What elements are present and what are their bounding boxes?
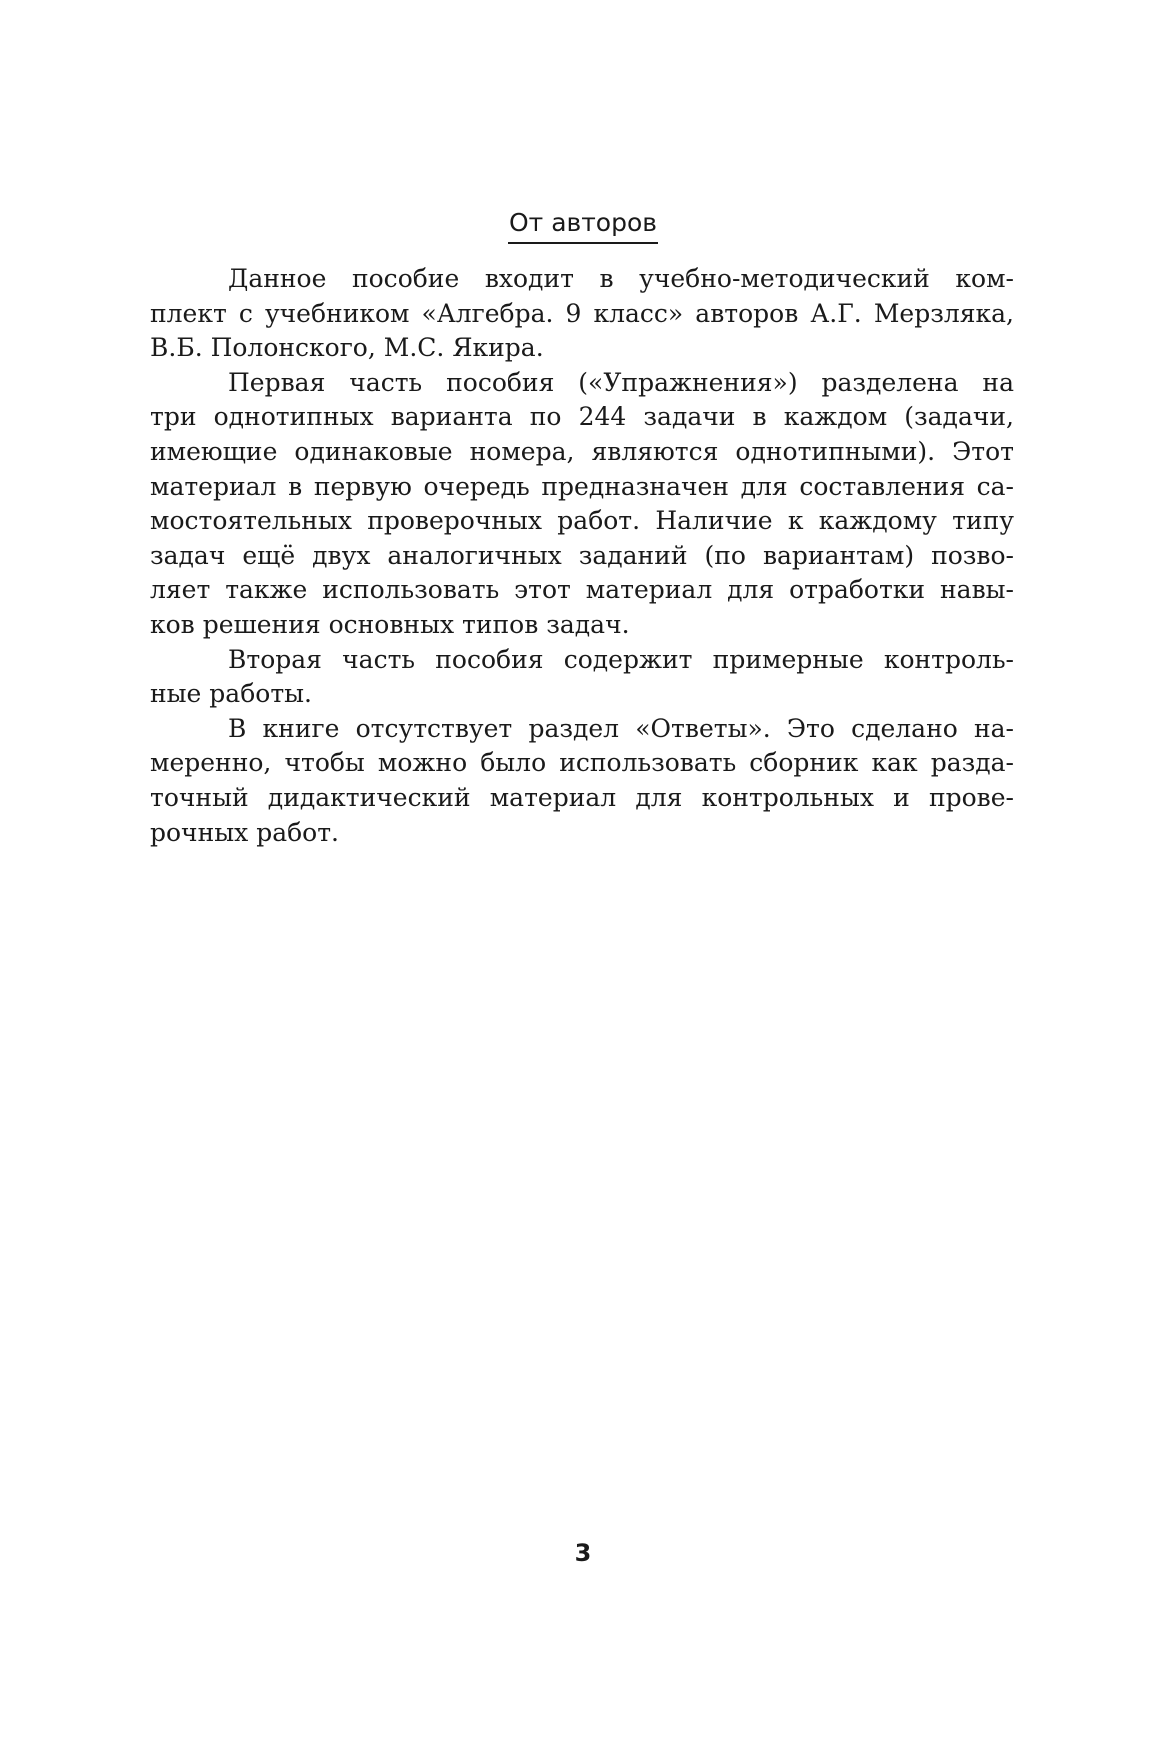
text-line: В книге отсутствует раздел «Ответы». Это сделано на- xyxy=(228,713,1014,743)
text-line: ные работы. xyxy=(150,679,312,709)
page-number: 3 xyxy=(574,1539,592,1567)
text-line: Первая часть пособия («Упражнения») разделена на xyxy=(228,367,1014,397)
paragraph-4 xyxy=(150,712,1014,850)
text-line: рочных работ. xyxy=(150,817,339,847)
text-line: три однотипных варианта по 244 задачи в каждом (задачи, xyxy=(150,402,1014,432)
text-line: ков решения основных типов задач. xyxy=(150,609,630,639)
text-line: Данное пособие входит в учебно-методический ком- xyxy=(228,264,1014,293)
body-text xyxy=(150,262,1014,850)
text-line: материал в первую очередь предназначен для составления са- xyxy=(150,471,1014,501)
text-line: меренно, чтобы можно было использовать сборник как разда- xyxy=(150,748,1014,778)
text-line: Вторая часть пособия содержит примерные контроль- xyxy=(228,644,1014,674)
section-heading-text: От авторов xyxy=(508,206,658,244)
paragraph-3 xyxy=(150,643,1014,712)
text-line: задач ещё двух аналогичных заданий (по вариантам) позво- xyxy=(150,540,1014,570)
paragraph-2 xyxy=(150,366,1014,643)
text-line: точный дидактический материал для контрольных и прове- xyxy=(150,782,1014,812)
text-line: плект с учебником «Алгебра. 9 класс» авторов А.Г. Мерзляка, xyxy=(150,298,1014,328)
paragraph-1 xyxy=(150,262,1014,366)
text-line: имеющие одинаковые номера, являются однотипными). Этот xyxy=(150,436,1014,466)
section-heading xyxy=(0,206,1166,244)
text-line: В.Б. Полонского, М.С. Якира. xyxy=(150,333,544,363)
text-line: ляет также использовать этот материал для отработки навы- xyxy=(150,575,1014,605)
text-line: мостоятельных проверочных работ. Наличие к каждому типу xyxy=(150,506,1014,536)
